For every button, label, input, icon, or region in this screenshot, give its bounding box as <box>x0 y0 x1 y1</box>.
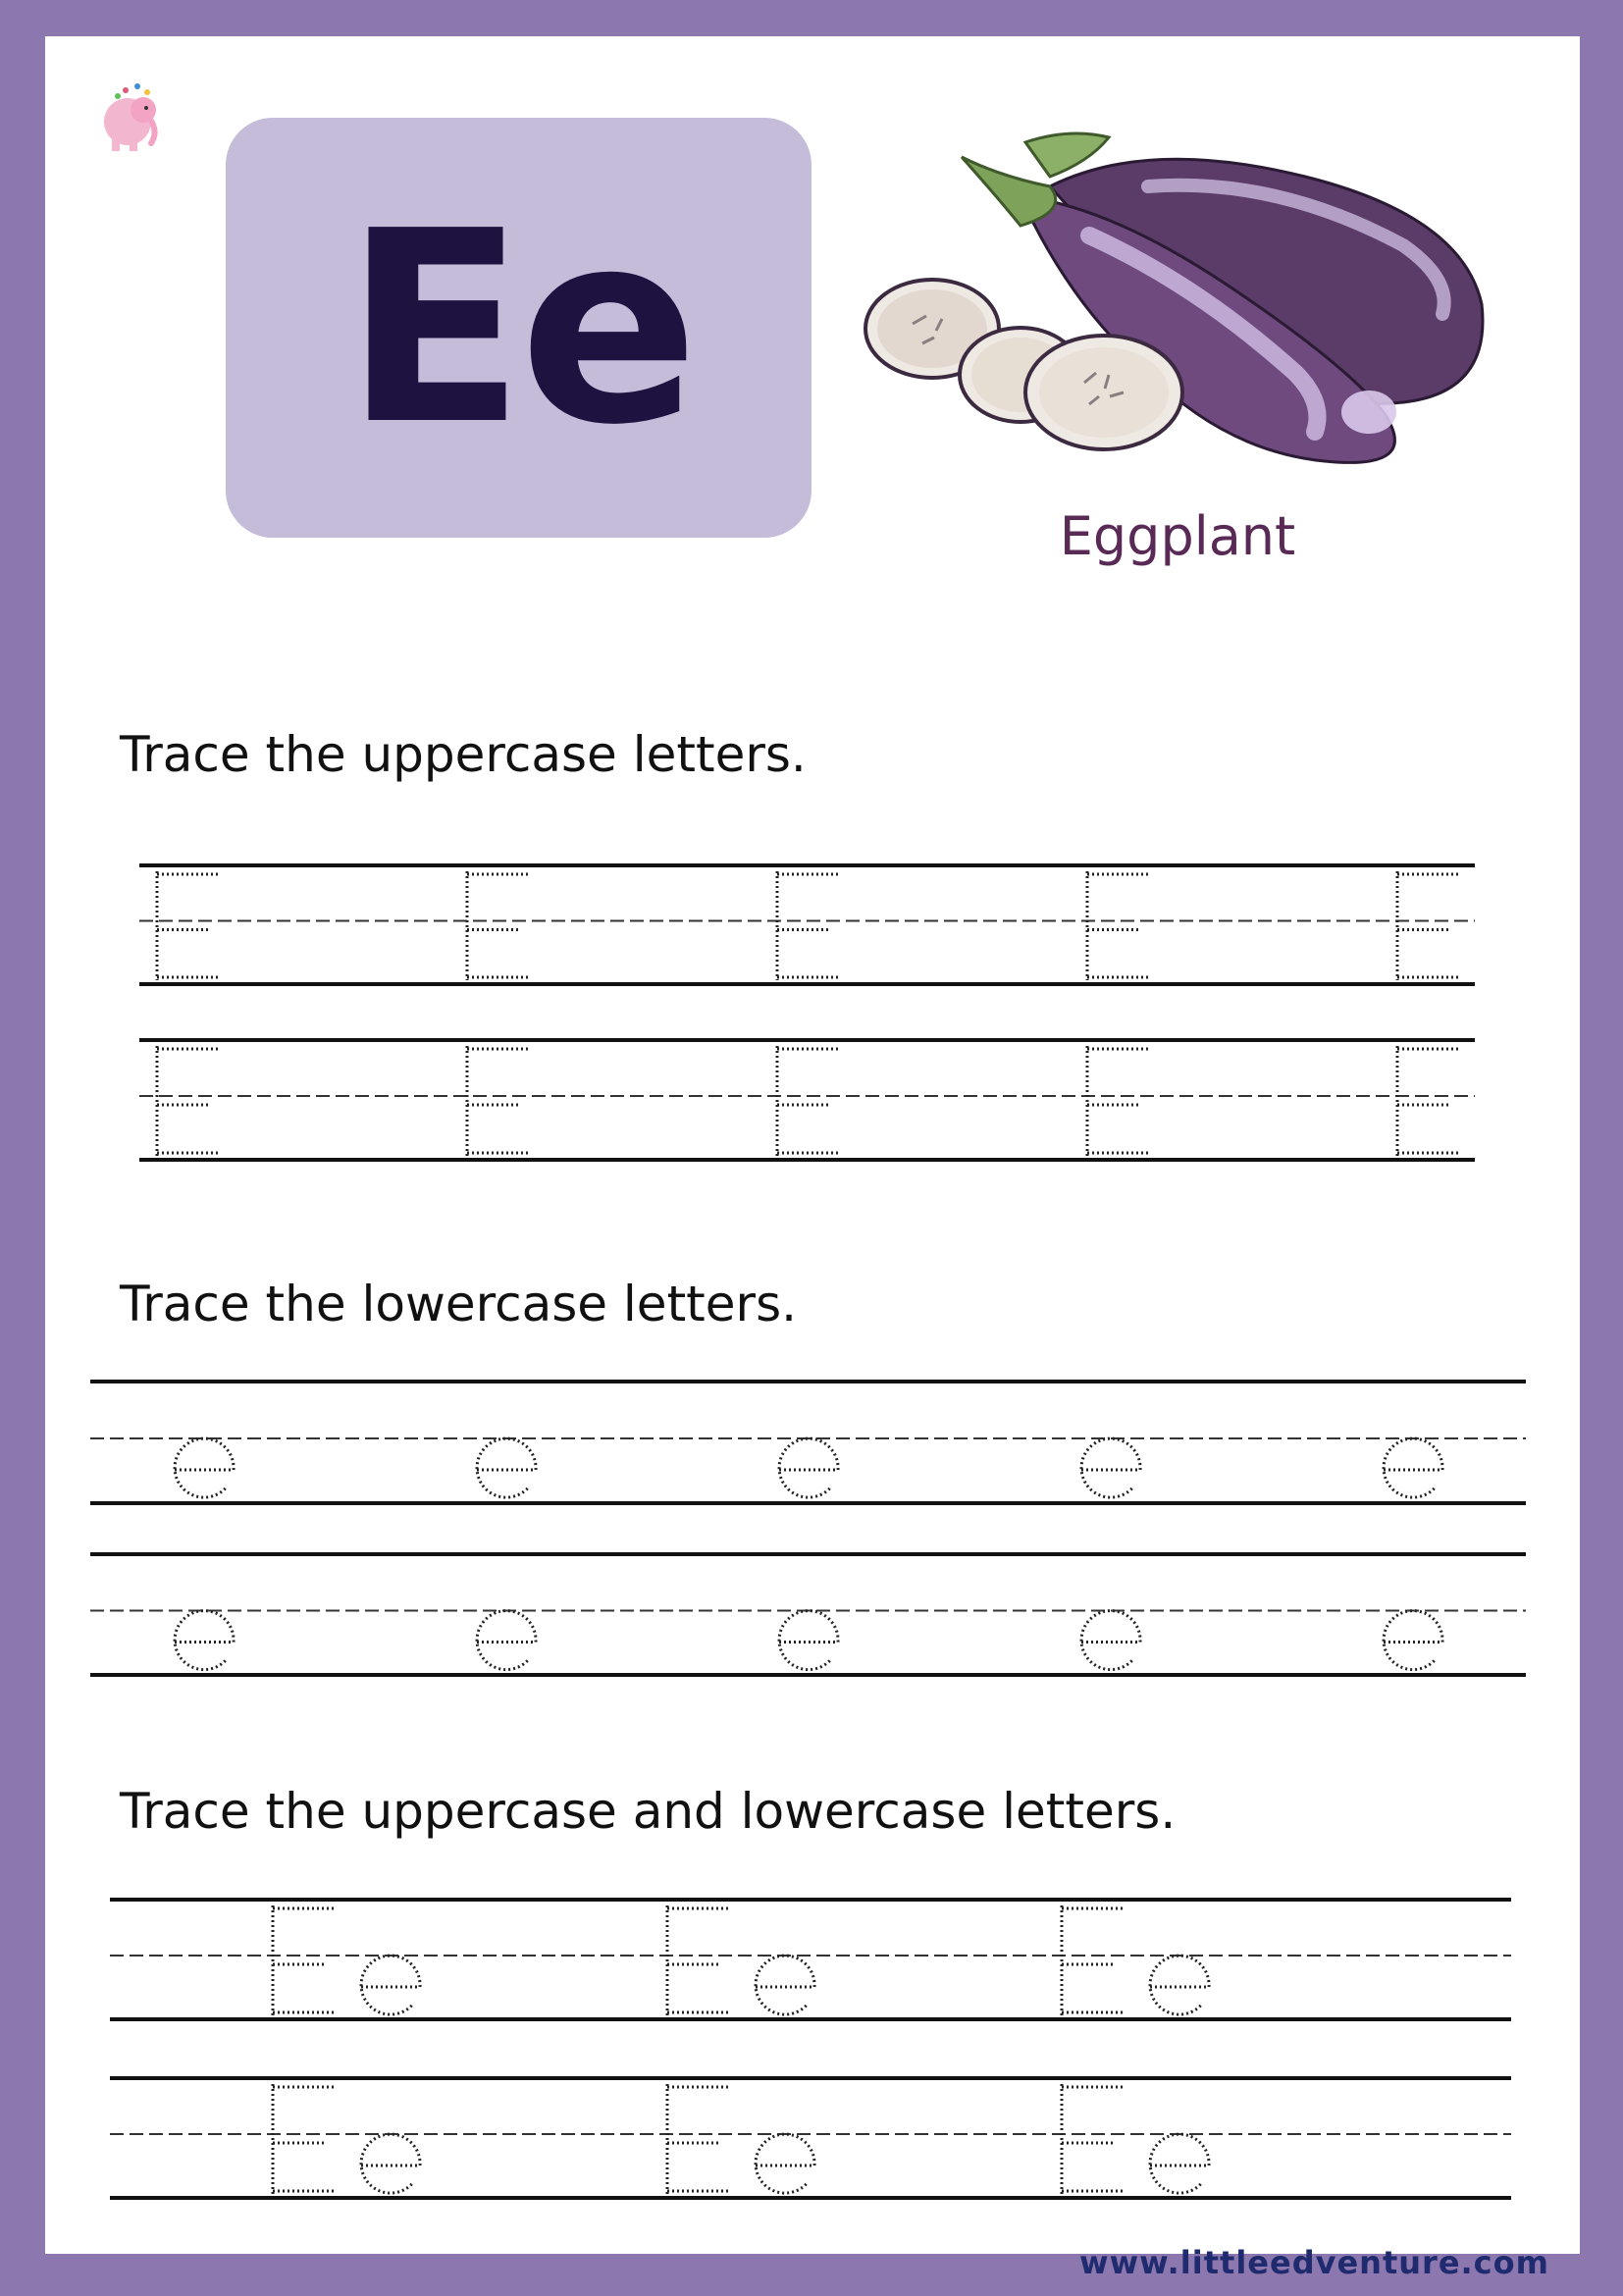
trace-glyph-lowercase-e <box>779 1438 838 1497</box>
trace-glyph-lowercase-e <box>1081 1438 1140 1497</box>
trace-glyph-lowercase-e <box>1081 1611 1140 1670</box>
website-url: www.littleedventure.com <box>1079 2244 1549 2281</box>
letter-pair: Ee <box>343 173 694 483</box>
trace-glyph-lowercase-e <box>175 1611 234 1670</box>
trace-glyph-uppercase-e <box>1062 1905 1123 2015</box>
trace-glyph-uppercase-e <box>1397 871 1458 980</box>
trace-glyph-uppercase-e <box>157 1046 218 1156</box>
trace-glyph-lowercase-e <box>779 1611 838 1670</box>
trace-glyph-uppercase-e <box>467 871 528 980</box>
trace-glyph-uppercase-e <box>273 2084 334 2194</box>
trace-glyph-uppercase-e <box>1062 2084 1123 2194</box>
trace-glyph-uppercase-e <box>777 1046 838 1156</box>
trace-glyph-uppercase-e <box>1087 871 1148 980</box>
trace-glyph-lowercase-e <box>756 2134 814 2193</box>
trace-glyph-uppercase-e <box>467 1046 528 1156</box>
trace-glyph-uppercase-e <box>667 1905 728 2015</box>
instruction-lowercase: Trace the lowercase letters. <box>120 1276 798 1332</box>
word-label: Eggplant <box>1059 505 1296 567</box>
trace-glyph-lowercase-e <box>756 1956 814 2014</box>
trace-glyph-uppercase-e <box>777 871 838 980</box>
instruction-uppercase: Trace the uppercase letters. <box>120 726 807 783</box>
trace-glyph-lowercase-e <box>361 1956 420 2014</box>
trace-glyph-uppercase-e <box>273 1905 334 2015</box>
trace-glyph-uppercase-e <box>157 871 218 980</box>
trace-glyph-uppercase-e <box>1087 1046 1148 1156</box>
trace-glyph-uppercase-e <box>1397 1046 1458 1156</box>
instruction-mixed: Trace the uppercase and lowercase letters. <box>120 1783 1177 1840</box>
trace-glyph-lowercase-e <box>1150 2134 1209 2193</box>
trace-glyph-lowercase-e <box>477 1611 536 1670</box>
trace-glyph-lowercase-e <box>477 1438 536 1497</box>
trace-glyph-lowercase-e <box>1384 1611 1442 1670</box>
trace-glyph-lowercase-e <box>1384 1438 1442 1497</box>
trace-glyph-lowercase-e <box>1150 1956 1209 2014</box>
trace-glyph-uppercase-e <box>667 2084 728 2194</box>
trace-glyph-lowercase-e <box>361 2134 420 2193</box>
trace-glyph-lowercase-e <box>175 1438 234 1497</box>
